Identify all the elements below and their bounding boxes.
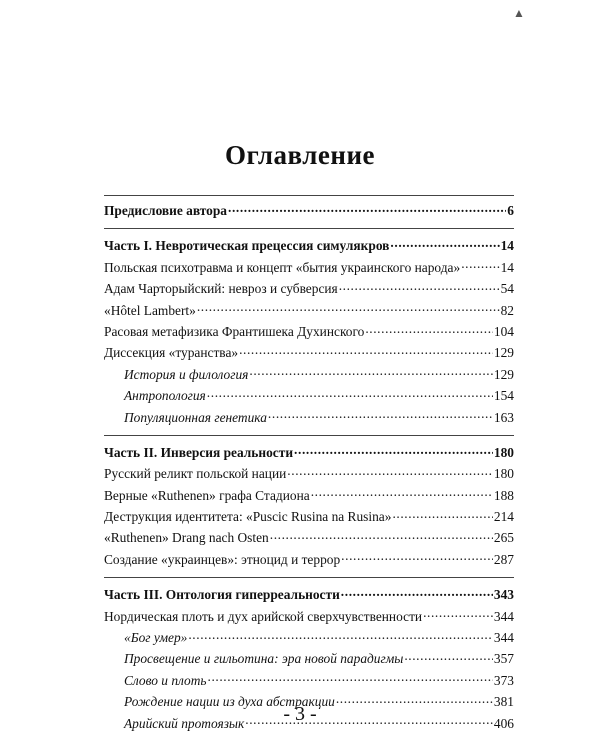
toc-entry[interactable]: [104, 527, 514, 548]
toc-subentry[interactable]: [104, 364, 514, 385]
toc-entry-page: 82: [500, 302, 514, 318]
toc-entry[interactable]: [104, 278, 514, 299]
toc-entry[interactable]: [104, 257, 514, 278]
dot-leader: [228, 203, 506, 215]
toc-entry-page: 180: [493, 466, 514, 482]
toc-entry-label: Популяционная генетика: [124, 409, 267, 425]
page-title: Оглавление: [225, 140, 375, 170]
toc-entry-page: 188: [493, 487, 514, 503]
toc-entry-label: Антропология: [124, 388, 206, 404]
dot-leader: [268, 410, 493, 422]
dot-leader: [239, 345, 493, 357]
toc-subentry[interactable]: [104, 407, 514, 428]
toc-entry-label: Деструкция идентитета: «Puscic Rusina na Rusina»: [104, 509, 392, 525]
page-number: - 3 -: [283, 703, 317, 725]
toc-entry[interactable]: [104, 606, 514, 627]
dot-leader: [188, 630, 493, 642]
toc-entry-label: Арийский протоязык: [124, 715, 245, 731]
dot-leader: [207, 388, 493, 400]
toc-entry-label: Нордическая плоть и дух арийской сверхчувственности: [104, 608, 423, 624]
dot-leader: [423, 609, 493, 621]
toc-entry-page: 344: [493, 630, 514, 646]
toc-entry-label: Рождение нации из духа абстракции: [124, 694, 335, 710]
toc-entry-label: Польская психотравма и концепт «бытия украинского народа»: [104, 259, 461, 275]
dot-leader: [341, 552, 493, 564]
divider: [104, 435, 514, 436]
dot-leader: [287, 466, 493, 478]
toc-entry-page: 265: [493, 530, 514, 546]
toc-part-heading[interactable]: [104, 235, 514, 256]
divider: [104, 195, 514, 196]
toc-entry-label: «Бог умер»: [124, 630, 188, 646]
toc-part-heading[interactable]: [104, 442, 514, 463]
toc-entry-label: Адам Чарторыйский: невроз и субверсия: [104, 281, 338, 297]
dot-leader: [461, 260, 499, 272]
toc-entry-page: 14: [500, 238, 514, 254]
toc-subentry[interactable]: [104, 627, 514, 648]
toc-entry-page: 6: [507, 203, 514, 218]
toc-entry[interactable]: [104, 321, 514, 342]
toc-entry-label: Создание «украинцев»: этноцид и террор: [104, 551, 341, 567]
toc-entry-label: Часть III. Онтология гиперреальности: [104, 587, 340, 603]
toc-part-heading[interactable]: [104, 584, 514, 605]
dot-leader: [249, 367, 493, 379]
corner-mark: ▲: [513, 6, 525, 20]
divider: [104, 228, 514, 229]
dot-leader: [339, 281, 500, 293]
toc-subentry[interactable]: [104, 670, 514, 691]
toc-entry-page: 406: [493, 715, 514, 731]
toc-entry-page: 381: [493, 694, 514, 710]
toc-entry-label: Часть II. Инверсия реальности: [104, 444, 294, 460]
toc-subentry[interactable]: [104, 648, 514, 669]
dot-leader: [270, 530, 493, 542]
toc-entry[interactable]: [104, 506, 514, 527]
dot-leader: [341, 587, 493, 599]
toc-entry-label: Русский реликт польской нации: [104, 466, 287, 482]
toc-entry-page: 154: [493, 388, 514, 404]
toc-entry-label: Просвещение и гильотина: эра новой парадигмы: [124, 651, 404, 667]
toc-subentry[interactable]: [104, 385, 514, 406]
toc-entry-page: 180: [493, 444, 514, 460]
toc-entry-label: Диссекция «туранства»: [104, 345, 239, 361]
toc-entry-label: «Hôtel Lambert»: [104, 302, 196, 318]
toc-entry-label: Слово и плоть: [124, 672, 207, 688]
toc-entry-page: 214: [493, 509, 514, 525]
toc-entry-page: 357: [493, 651, 514, 667]
dot-leader: [197, 303, 500, 315]
dot-leader: [365, 324, 493, 336]
toc-entry-label: Часть I. Невротическая прецессия симулякров: [104, 238, 390, 254]
toc-entry-page: 344: [493, 608, 514, 624]
toc-entry-page: 54: [500, 281, 514, 297]
toc-entry[interactable]: [104, 485, 514, 506]
toc-entry-page: 373: [493, 672, 514, 688]
table-of-contents: [104, 188, 514, 734]
toc-entry[interactable]: [104, 300, 514, 321]
toc-entry-label: Предисловие автора: [104, 203, 228, 218]
dot-leader: [390, 238, 499, 250]
toc-entry-page: 129: [493, 345, 514, 361]
dot-leader: [311, 488, 493, 500]
toc-entry-page: 163: [493, 409, 514, 425]
dot-leader: [294, 445, 493, 457]
toc-entry-label: «Ruthenen» Drang nach Osten: [104, 530, 269, 546]
toc-entry-page: 104: [493, 323, 514, 339]
toc-entry-page: 14: [500, 259, 514, 275]
dot-leader: [404, 651, 493, 663]
dot-leader: [392, 509, 492, 521]
dot-leader: [208, 673, 493, 685]
divider: [104, 577, 514, 578]
toc-entry-label: Верные «Ruthenen» графа Стадиона: [104, 487, 310, 503]
toc-entry[interactable]: [104, 549, 514, 570]
toc-entry-page: 287: [493, 551, 514, 567]
toc-entry[interactable]: [104, 342, 514, 363]
toc-entry-page: 129: [493, 366, 514, 382]
toc-entry-label: История и филология: [124, 366, 249, 382]
toc-entry-label: Расовая метафизика Франтишека Духинского: [104, 323, 365, 339]
toc-entry[interactable]: [104, 463, 514, 484]
toc-entry-page: 343: [493, 587, 514, 603]
toc-preface[interactable]: [104, 200, 514, 221]
